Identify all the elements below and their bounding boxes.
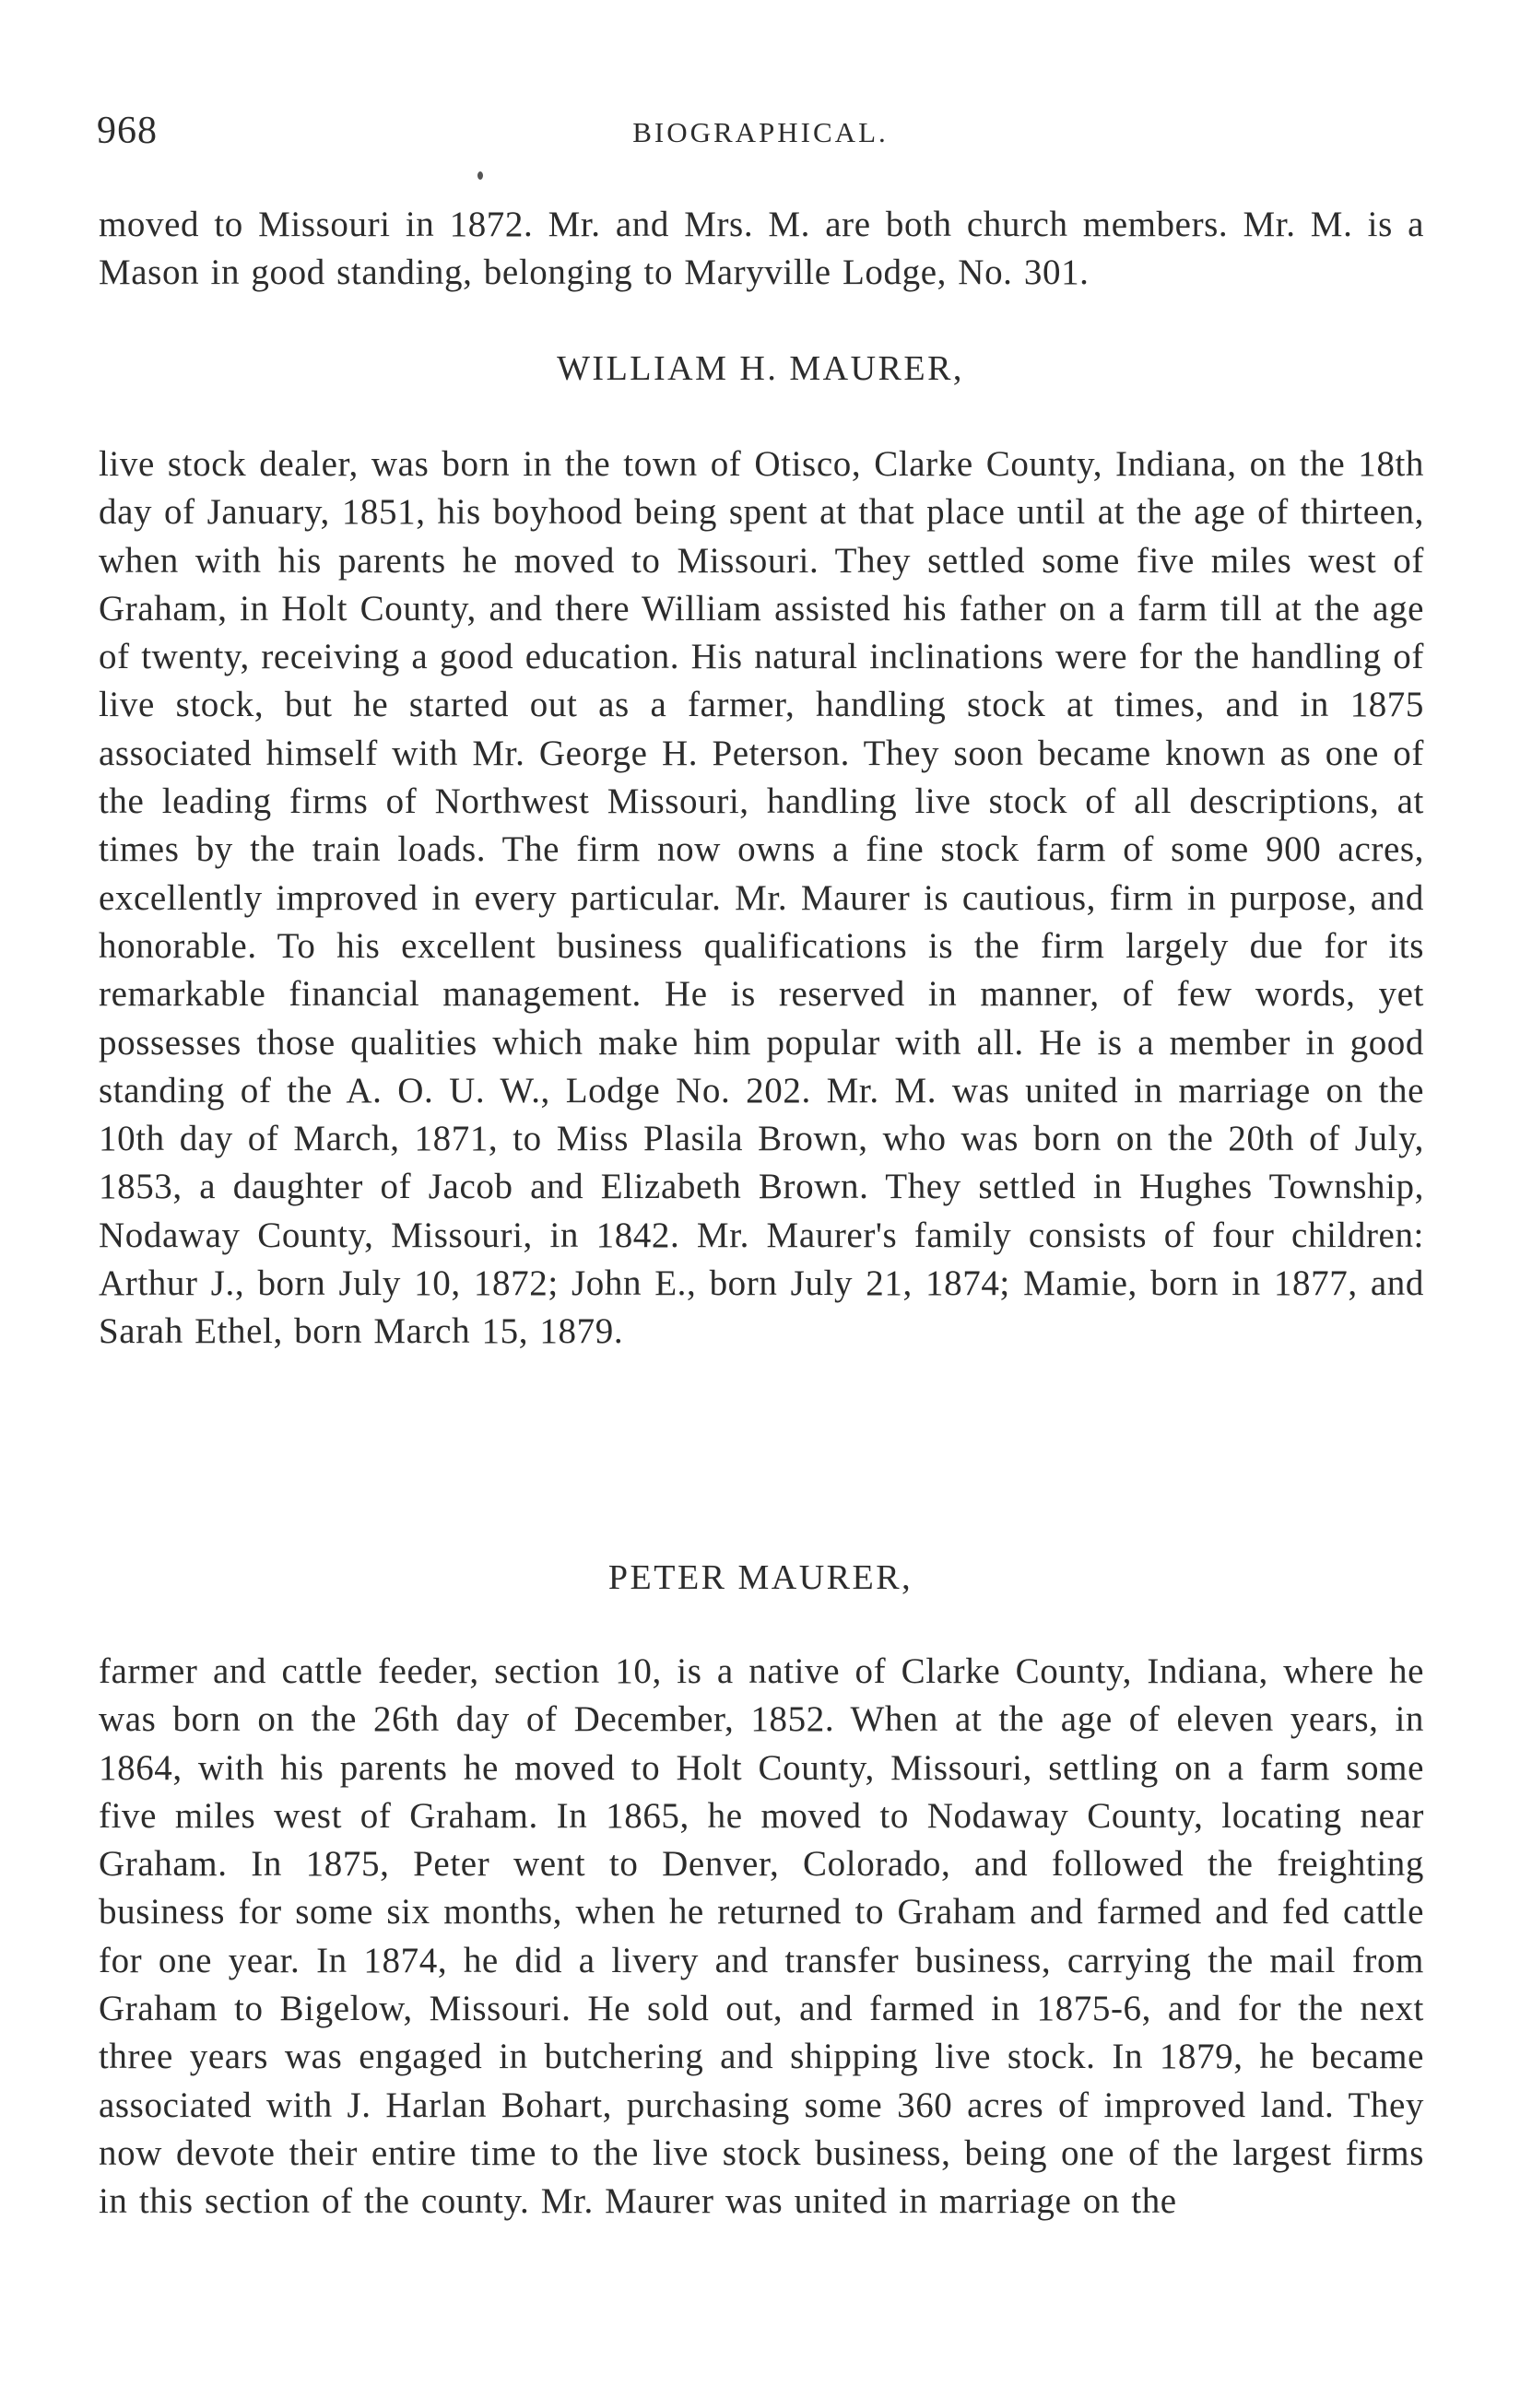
ink-speck [477,171,483,180]
section-heading-peter-maurer: PETER MAURER, [607,1558,913,1597]
continued-paragraph [99,201,1424,298]
biography-william-h-maurer [99,440,1424,1357]
page-header [97,109,1424,155]
biography-peter-maurer [99,1648,1424,2226]
paragraph-text: moved to Missouri in 1872. Mr. and Mrs. M. are both church members. Mr. M. is a Mason in good standing, belonging to Maryville Lodge, No. 301. [99,205,1424,293]
page-number: 968 [97,110,158,152]
paragraph-text: live stock dealer, was born in the town of Otisco, Clarke County, Indiana, on the 18th day of January, 1851, his boyhood being spent at that place until at the age of thirteen, when with his parents he moved to Missouri. They settled some five miles west of Graham, in Holt County, and there William assisted his father on a farm till at the age of twenty, receiving a good education. His natural inclinations were for the handling of live stock, but he started out as a farmer, handling stock at times, and in 1875 associated himself with Mr. George H. Peterson. They soon became known as one of the leading firms of Northwest Missouri, handling live stock of all descriptions, at times by the train loads. The firm now owns a fine stock farm of some 900 acres, excellently improved in every particular. Mr. Maurer is cautious, firm in purpose, and honorable. To his excellent business qualifications is the firm largely due for its remarkable financial management. He is reserved in manner, of few words, yet possesses those qualities which make him popular with all. He is a member in good standing of the A. O. U. W., Lodge No. 202. Mr. M. was united in marriage on the 10th day of March, 1871, to Miss Plasila Brown, who was born on the 20th of July, 1853, a daughter of Jacob and Elizabeth Brown. They settled in Hughes Township, Nodaway County, Missouri, in 1842. Mr. Maurer's family consists of four children: Arthur J., born July 10, 1872; John E., born July 21, 1874; Mamie, born in 1877, and Sarah Ethel, born March 15, 1879. [99,444,1424,1352]
running-head: BIOGRAPHICAL. [632,116,889,148]
paragraph-text: farmer and cattle feeder, section 10, is a native of Clarke County, Indiana, where he was born on the 26th day of December, 1852. When at the age of eleven years, in 1864, with his parents he moved to Holt County, Missouri, settling on a farm some five miles west of Graham. In 1865, he moved to Nodaway County, locating near Graham. In 1875, Peter went to Denver, Colorado, and followed the freighting business for some six months, when he returned to Graham and farmed and fed cattle for one year. In 1874, he did a livery and transfer business, carrying the mail from Graham to Bigelow, Missouri. He sold out, and farmed in 1875-6, and for the next three years was engaged in butchering and shipping live stock. In 1879, he became associated with J. Harlan Bohart, purchasing some 360 acres of improved land. They now devote their entire time to the live stock business, being one of the largest firms in this section of the county. Mr. Maurer was united in marriage on the [99,1651,1424,2222]
section-heading-william-h-maurer: WILLIAM H. MAURER, [557,349,964,388]
